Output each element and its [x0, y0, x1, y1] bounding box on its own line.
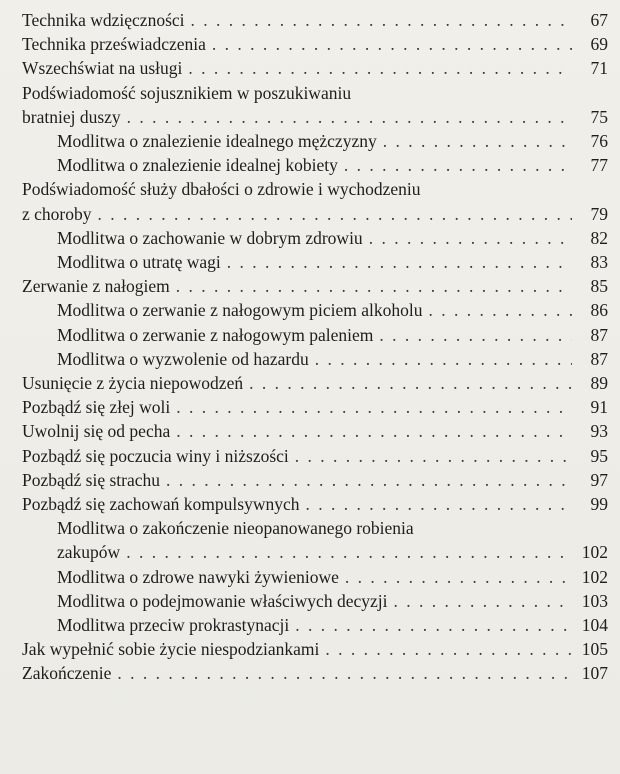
toc-entry-title: Modlitwa o zerwanie z nałogowym paleniem: [57, 324, 374, 345]
toc-entry-title: Pozbądź się strachu: [22, 469, 161, 490]
toc-page-number: 83: [590, 252, 608, 273]
dot-leader: [249, 371, 572, 395]
dot-leader: [295, 613, 572, 637]
toc-page-number: 77: [590, 155, 608, 176]
dot-leader: [345, 565, 572, 589]
toc-page-number: 67: [590, 10, 608, 30]
toc-entry-title: Usunięcie z życia niepowodzeń: [22, 373, 244, 394]
toc-entry-title: Modlitwa o podejmowanie właściwych decyzji: [57, 590, 388, 611]
toc-page-number: 105: [581, 639, 608, 660]
toc-entry: [22, 637, 608, 661]
toc-entry: [22, 661, 608, 685]
dot-leader: [166, 468, 572, 492]
toc-page-number: 97: [590, 469, 608, 490]
toc-entry: [22, 177, 608, 201]
toc-entry: [22, 8, 608, 32]
toc-page-number: 95: [590, 445, 608, 466]
toc-page-number: 86: [590, 300, 608, 321]
dot-leader: [176, 395, 572, 419]
toc-entry-title: zakupów: [57, 542, 121, 563]
toc-subentry: [22, 153, 608, 177]
toc-page-number: 99: [590, 494, 608, 515]
toc-subentry: [22, 298, 608, 322]
dot-leader: [127, 105, 572, 129]
toc-page-number: 104: [581, 615, 608, 636]
table-of-contents: [22, 8, 608, 686]
dot-leader: [176, 274, 572, 298]
toc-entry-title: Technika wdzięczności: [22, 10, 185, 30]
dot-leader: [428, 298, 572, 322]
toc-entry: [22, 105, 608, 129]
toc-entry: [22, 371, 608, 395]
toc-entry-title: Modlitwa o zerwanie z nałogowym piciem alkoholu: [57, 300, 423, 321]
dot-leader: [98, 202, 573, 226]
toc-page-number: 93: [590, 421, 608, 442]
toc-page-number: 89: [590, 373, 608, 394]
toc-page-number: 87: [590, 348, 608, 369]
toc-entry-title: Podświadomość sojusznikiem w poszukiwaniu: [22, 82, 352, 103]
toc-entry-title: Pozbądź się poczucia winy i niższości: [22, 445, 289, 466]
toc-subentry: [22, 226, 608, 250]
dot-leader: [344, 153, 572, 177]
toc-subentry: [22, 347, 608, 371]
toc-entry-title: Podświadomość służy dbałości o zdrowie i wychodzeniu: [22, 179, 421, 200]
toc-entry: [22, 492, 608, 516]
toc-subentry: [22, 129, 608, 153]
toc-entry-title: Modlitwa o zachowanie w dobrym zdrowiu: [57, 227, 363, 248]
toc-entry-title: Modlitwa o znalezienie idealnej kobiety: [57, 155, 338, 176]
toc-entry-title: bratniej duszy: [22, 106, 121, 127]
toc-entry-title: Modlitwa o zdrowe nawyki żywieniowe: [57, 566, 339, 587]
dot-leader: [126, 540, 572, 564]
toc-entry-title: Wszechświat na usługi: [22, 58, 183, 79]
toc-page-number: 76: [590, 131, 608, 152]
toc-page-number: 91: [590, 397, 608, 418]
toc-page-number: 79: [590, 203, 608, 224]
dot-leader: [188, 56, 572, 80]
dot-leader: [191, 8, 572, 32]
toc-entry-title: Modlitwa o znalezienie idealnego mężczyzny: [57, 131, 377, 152]
toc-subentry: [22, 516, 608, 540]
toc-entry-title: z choroby: [22, 203, 92, 224]
toc-entry: [22, 56, 608, 80]
toc-entry-title: Modlitwa o wyzwolenie od hazardu: [57, 348, 309, 369]
toc-entry-title: Modlitwa o zakończenie nieopanowanego robienia: [57, 518, 414, 539]
toc-entry-title: Modlitwa przeciw prokrastynacji: [57, 615, 290, 636]
toc-subentry: [22, 323, 608, 347]
toc-entry: [22, 202, 608, 226]
toc-entry-title: Pozbądź się zachowań kompulsywnych: [22, 494, 300, 515]
dot-leader: [212, 32, 572, 56]
dot-leader: [176, 419, 572, 443]
dot-leader: [379, 323, 572, 347]
toc-entry-title: Modlitwa o utratę wagi: [57, 252, 221, 273]
toc-entry-title: Pozbądź się złej woli: [22, 397, 171, 418]
dot-leader: [325, 637, 572, 661]
toc-entry: [22, 419, 608, 443]
toc-entry-title: Jak wypełnić sobie życie niespodziankami: [22, 639, 320, 660]
toc-entry-title: Uwolnij się od pecha: [22, 421, 171, 442]
toc-subentry: [22, 613, 608, 637]
toc-page-number: 82: [590, 227, 608, 248]
dot-leader: [306, 492, 573, 516]
toc-page-number: 102: [581, 542, 608, 563]
toc-page-number: 75: [590, 106, 608, 127]
toc-entry: [22, 81, 608, 105]
dot-leader: [117, 661, 572, 685]
toc-subentry: [22, 250, 608, 274]
dot-leader: [393, 589, 572, 613]
toc-page-number: 102: [581, 566, 608, 587]
toc-page-number: 103: [581, 590, 608, 611]
toc-entry: [22, 444, 608, 468]
dot-leader: [315, 347, 572, 371]
toc-entry: [22, 395, 608, 419]
toc-entry: [22, 274, 608, 298]
toc-page-number: 69: [590, 34, 608, 55]
toc-entry: [22, 32, 608, 56]
toc-subentry: [22, 589, 608, 613]
toc-entry-title: Zakończenie: [22, 663, 112, 684]
toc-page-number: 107: [581, 663, 608, 684]
toc-page-number: 85: [590, 276, 608, 297]
toc-entry-title: Technika przeświadczenia: [22, 34, 206, 55]
dot-leader: [369, 226, 572, 250]
toc-entry-title: Zerwanie z nałogiem: [22, 276, 170, 297]
dot-leader: [227, 250, 572, 274]
toc-page-number: 71: [590, 58, 608, 79]
dot-leader: [295, 444, 572, 468]
toc-entry: [22, 468, 608, 492]
toc-subentry: [22, 565, 608, 589]
dot-leader: [383, 129, 572, 153]
toc-subentry: [22, 540, 608, 564]
toc-page-number: 87: [590, 324, 608, 345]
